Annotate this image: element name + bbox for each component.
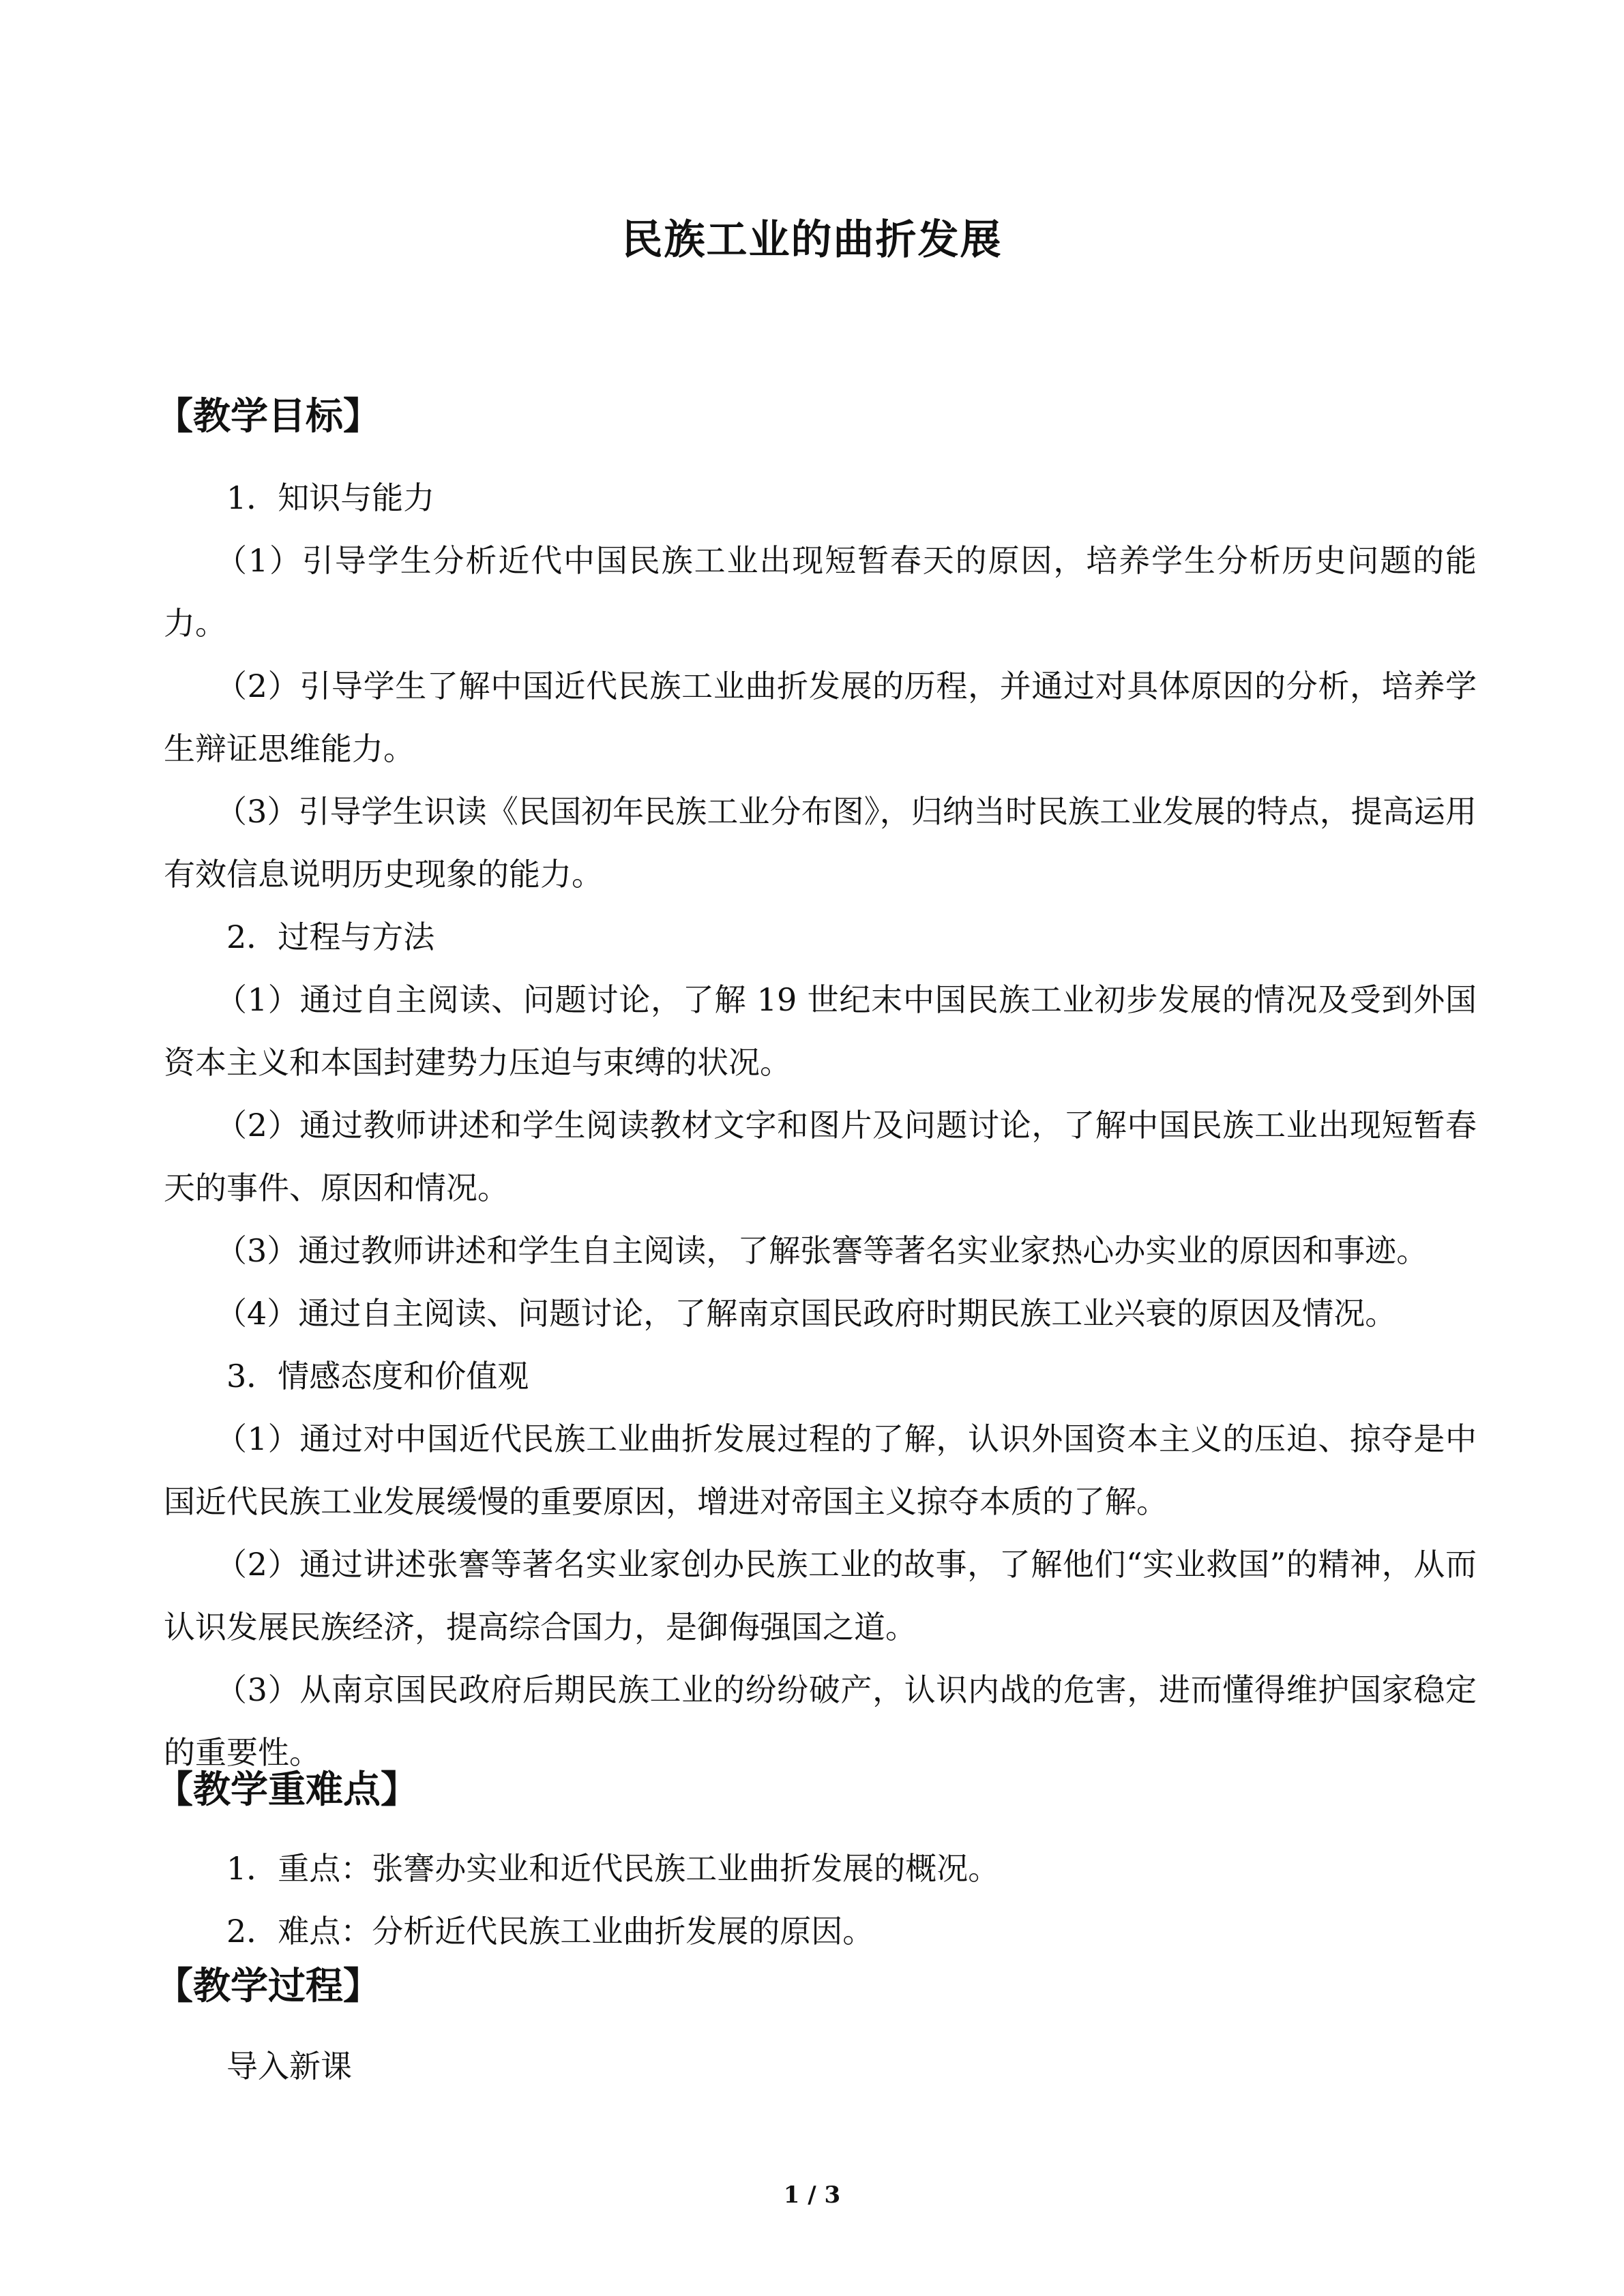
objective-2-point-1: （1）通过自主阅读、问题讨论，了解 19 世纪末中国民族工业初步发展的情况及受到外国资本主义和本国封建势力压迫与束缚的状况。 <box>164 981 1477 1081</box>
objective-3-point-1: （1）通过对中国近代民族工业曲折发展过程的了解，认识外国资本主义的压迫、掠夺是中国近代民族工业发展缓慢的重要原因，增进对帝国主义掠夺本质的了解。 <box>164 1420 1477 1520</box>
section-heading-process: 【教学过程】 <box>156 1964 381 2008</box>
objective-1-point-2: （2）引导学生了解中国近代民族工业曲折发展的历程，并通过对具体原因的分析，培养学生辩证思维能力。 <box>164 668 1477 767</box>
objective-2-point-4: （4）通过自主阅读、问题讨论，了解南京国民政府时期民族工业兴衰的原因及情况。 <box>216 1295 1397 1332</box>
objective-2-point-2: （2）通过教师讲述和学生阅读教材文字和图片及问题讨论，了解中国民族工业出现短暂春天的事件、原因和情况。 <box>164 1107 1477 1206</box>
objective-3-title: 3．情感态度和价值观 <box>226 1358 529 1395</box>
page-number: 1 / 3 <box>783 2181 841 2209</box>
section-heading-key-points: 【教学重难点】 <box>156 1768 419 1811</box>
objective-2-point-3: （3）通过教师讲述和学生自主阅读，了解张謇等著名实业家热心办实业的原因和事迹。 <box>216 1232 1428 1269</box>
difficult-point: 2．难点：分析近代民族工业曲折发展的原因。 <box>226 1913 874 1950</box>
document-title: 民族工业的曲折发展 <box>621 216 1003 264</box>
process-intro: 导入新课 <box>226 2048 352 2085</box>
objective-1-title: 1．知识与能力 <box>226 479 435 516</box>
objective-2-title: 2．过程与方法 <box>226 919 435 955</box>
key-point: 1．重点：张謇办实业和近代民族工业曲折发展的概况。 <box>226 1850 1000 1887</box>
objective-1-point-3: （3）引导学生识读《民国初年民族工业分布图》，归纳当时民族工业发展的特点，提高运用有效信息说明历史现象的能力。 <box>164 793 1477 893</box>
objective-3-point-3: （3）从南京国民政府后期民族工业的纷纷破产，认识内战的危害，进而懂得维护国家稳定的重要性。 <box>164 1671 1477 1771</box>
objective-1-point-1: （1）引导学生分析近代中国民族工业出现短暂春天的原因，培养学生分析历史问题的能力。 <box>164 542 1477 642</box>
objective-3-point-2: （2）通过讲述张謇等著名实业家创办民族工业的故事，了解他们“实业救国”的精神，从而认识发展民族经济，提高综合国力，是御侮强国之道。 <box>164 1546 1477 1645</box>
section-heading-objectives: 【教学目标】 <box>156 394 381 438</box>
